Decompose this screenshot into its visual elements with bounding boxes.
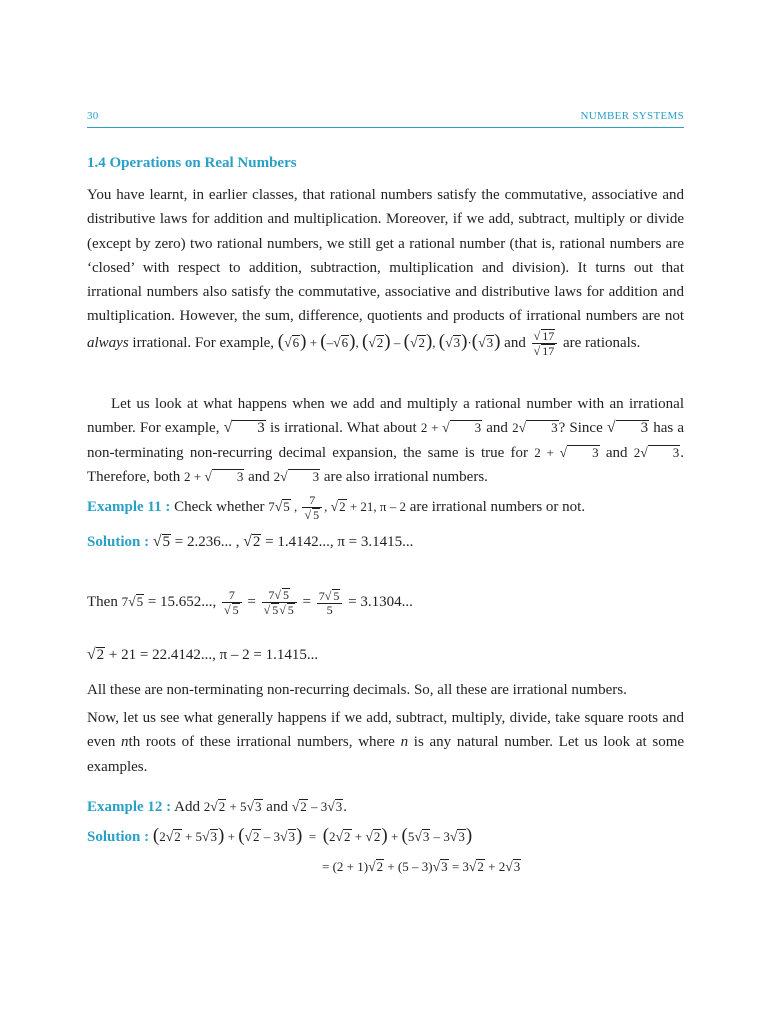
example-11-label: Example 11 :: [87, 499, 171, 516]
header-rule: [87, 127, 684, 128]
p2-text-3: and: [486, 420, 508, 437]
math-2root2-plus-5root3: 2√2 + 5√3: [203, 799, 262, 814]
fraction-7root5-over-5: $\frac{7√ 5}{5}$: [317, 589, 343, 617]
paragraph-1-text-2: irrational. For example,: [132, 334, 275, 351]
solution-12-step-2-math: = (2 + 1)√2 + (5 – 3)√3 = 3√2 + 2√3: [322, 859, 521, 874]
solution-12-step-2: [322, 857, 521, 877]
solution-11-label: Solution :: [87, 534, 150, 550]
fraction-root17: $\frac{√ 17}{√ 17}$: [532, 329, 558, 358]
root5-value: = 2.236... ,: [174, 534, 240, 550]
p2-text-7: . Therefore, both: [87, 444, 685, 485]
solution-11-then: Then 7√5 = 15.652..., $\frac{7}{√ 5}$ = $\frac{7√ 5}{√ 5√ 5}$ = $\frac{7√ 5}{5}$ = 3.1304...: [87, 587, 413, 618]
math-root3-b: √ 3: [606, 419, 649, 437]
chapter-title: NUMBER SYSTEMS: [580, 110, 684, 122]
math-2-plus-root3-b: 2 + √ 3: [534, 444, 599, 460]
solution-11-line-3-text: + 21 = 22.4142..., π – 2 = 1.1415...: [108, 647, 319, 663]
p2-text-2: is irrational. What about: [269, 420, 417, 437]
example-12-end: .: [343, 799, 347, 815]
math-2root3-b: 2√ 3: [633, 444, 680, 460]
example-11-text: Check whether: [174, 499, 265, 516]
math-root3: √ 3: [223, 419, 265, 437]
paragraph-2: [87, 392, 684, 489]
p2-text-8: and: [248, 468, 270, 485]
rational-examples-formula: (√6) + (–√6), (√2) – (√2), (√3)·(√3): [277, 330, 501, 352]
solution-11: [87, 532, 413, 552]
section-title: 1.4 Operations on Real Numbers: [87, 155, 297, 171]
solution-12-label: Solution :: [87, 829, 150, 845]
math-root2: √2: [243, 533, 261, 550]
math-root2-minus-3root3: √2 – 3√3: [291, 799, 343, 814]
math-2-plus-root3-c: 2 + √ 3: [184, 468, 244, 484]
solution-12-step-1: (2√2 + 5√3) + (√2 – 3√3) = (2√2 + √2) + (5√3 – 3√3): [152, 825, 473, 846]
variable-n-2: n: [400, 734, 409, 751]
math-2-plus-root3: 2 + √ 3: [420, 420, 482, 436]
paragraph-1-tail: are rationals.: [562, 334, 641, 351]
example-12-label: Example 12 :: [87, 799, 172, 815]
math-root5: √5: [152, 533, 171, 550]
example-12: [87, 797, 347, 817]
p2-text-5: has a non-terminating non-recurring decimal expansion, the same is true for: [87, 420, 685, 461]
math-root2-b: √2: [87, 646, 105, 663]
solution-12: [87, 826, 472, 847]
example-11: [87, 494, 585, 522]
and-text: and: [504, 334, 526, 351]
p2-text-9: are also irrational numbers.: [323, 468, 488, 485]
page-number: 30: [87, 110, 99, 122]
then-label: Then: [87, 594, 118, 611]
fraction-7-over-root5: $\frac{7}{√ 5}$: [222, 589, 242, 617]
paragraph-4: [87, 706, 684, 779]
example-12-and: and: [266, 799, 288, 815]
p2-text-4: ? Since: [558, 420, 603, 437]
example-11-text-2: are irrational numbers or not.: [409, 499, 586, 516]
paragraph-1-text: You have learnt, in earlier classes, that rational numbers satisfy the commutative, associative and distributive laws for addition and multiplication. Moreover, if we add, subtract, multiply or divide (except by zero) two rational numbers, we still get a rational number (that is, rational numbers are ‘closed’ with respect to addition, subtraction, multiplication and division). It turns out that irrational numbers also satisfy the commutative, associative and distributive laws for addition and multiplication. However, the sum, difference, quotients and products of irrational numbers are not: [87, 187, 684, 325]
fraction-rationalized: $\frac{7√ 5}{√ 5√ 5}$: [262, 588, 297, 617]
p4-text-1: Now, let us see what generally happens if we add, subtract, multiply, divide, take square roots and even: [87, 710, 684, 751]
p2-text-1: Let us look at what happens when we add and multiply a rational number with an irrational number. For example,: [87, 396, 684, 437]
math-7root5: 7√5: [121, 594, 144, 610]
emphasis-always: always: [87, 334, 129, 351]
7root5-value: = 15.652...,: [147, 594, 217, 611]
paragraph-1: [87, 183, 684, 358]
p2-text-6: and: [605, 444, 628, 461]
p4-text-3: is any natural number. Let us look at some examples.: [87, 734, 685, 775]
fraction-value: = 3.1304...: [348, 594, 413, 611]
p4-text-2: th roots of these irrational numbers, where: [128, 734, 395, 751]
solution-11-line-3: [87, 645, 318, 665]
variable-n: n: [121, 734, 129, 751]
root2-pi-values: = 1.4142..., π = 3.1415...: [265, 534, 414, 550]
example-12-add: Add: [174, 799, 200, 815]
math-2root3-c: 2√ 3: [273, 468, 320, 484]
math-2root3: 2√ 3: [512, 420, 558, 436]
example-11-numbers: 7√5 , $\frac{7}{√ 5}$ , √2 + 21, π – 2: [268, 493, 406, 523]
paragraph-3: All these are non-terminating non-recurring decimals. So, all these are irrational numbers.: [87, 682, 627, 698]
